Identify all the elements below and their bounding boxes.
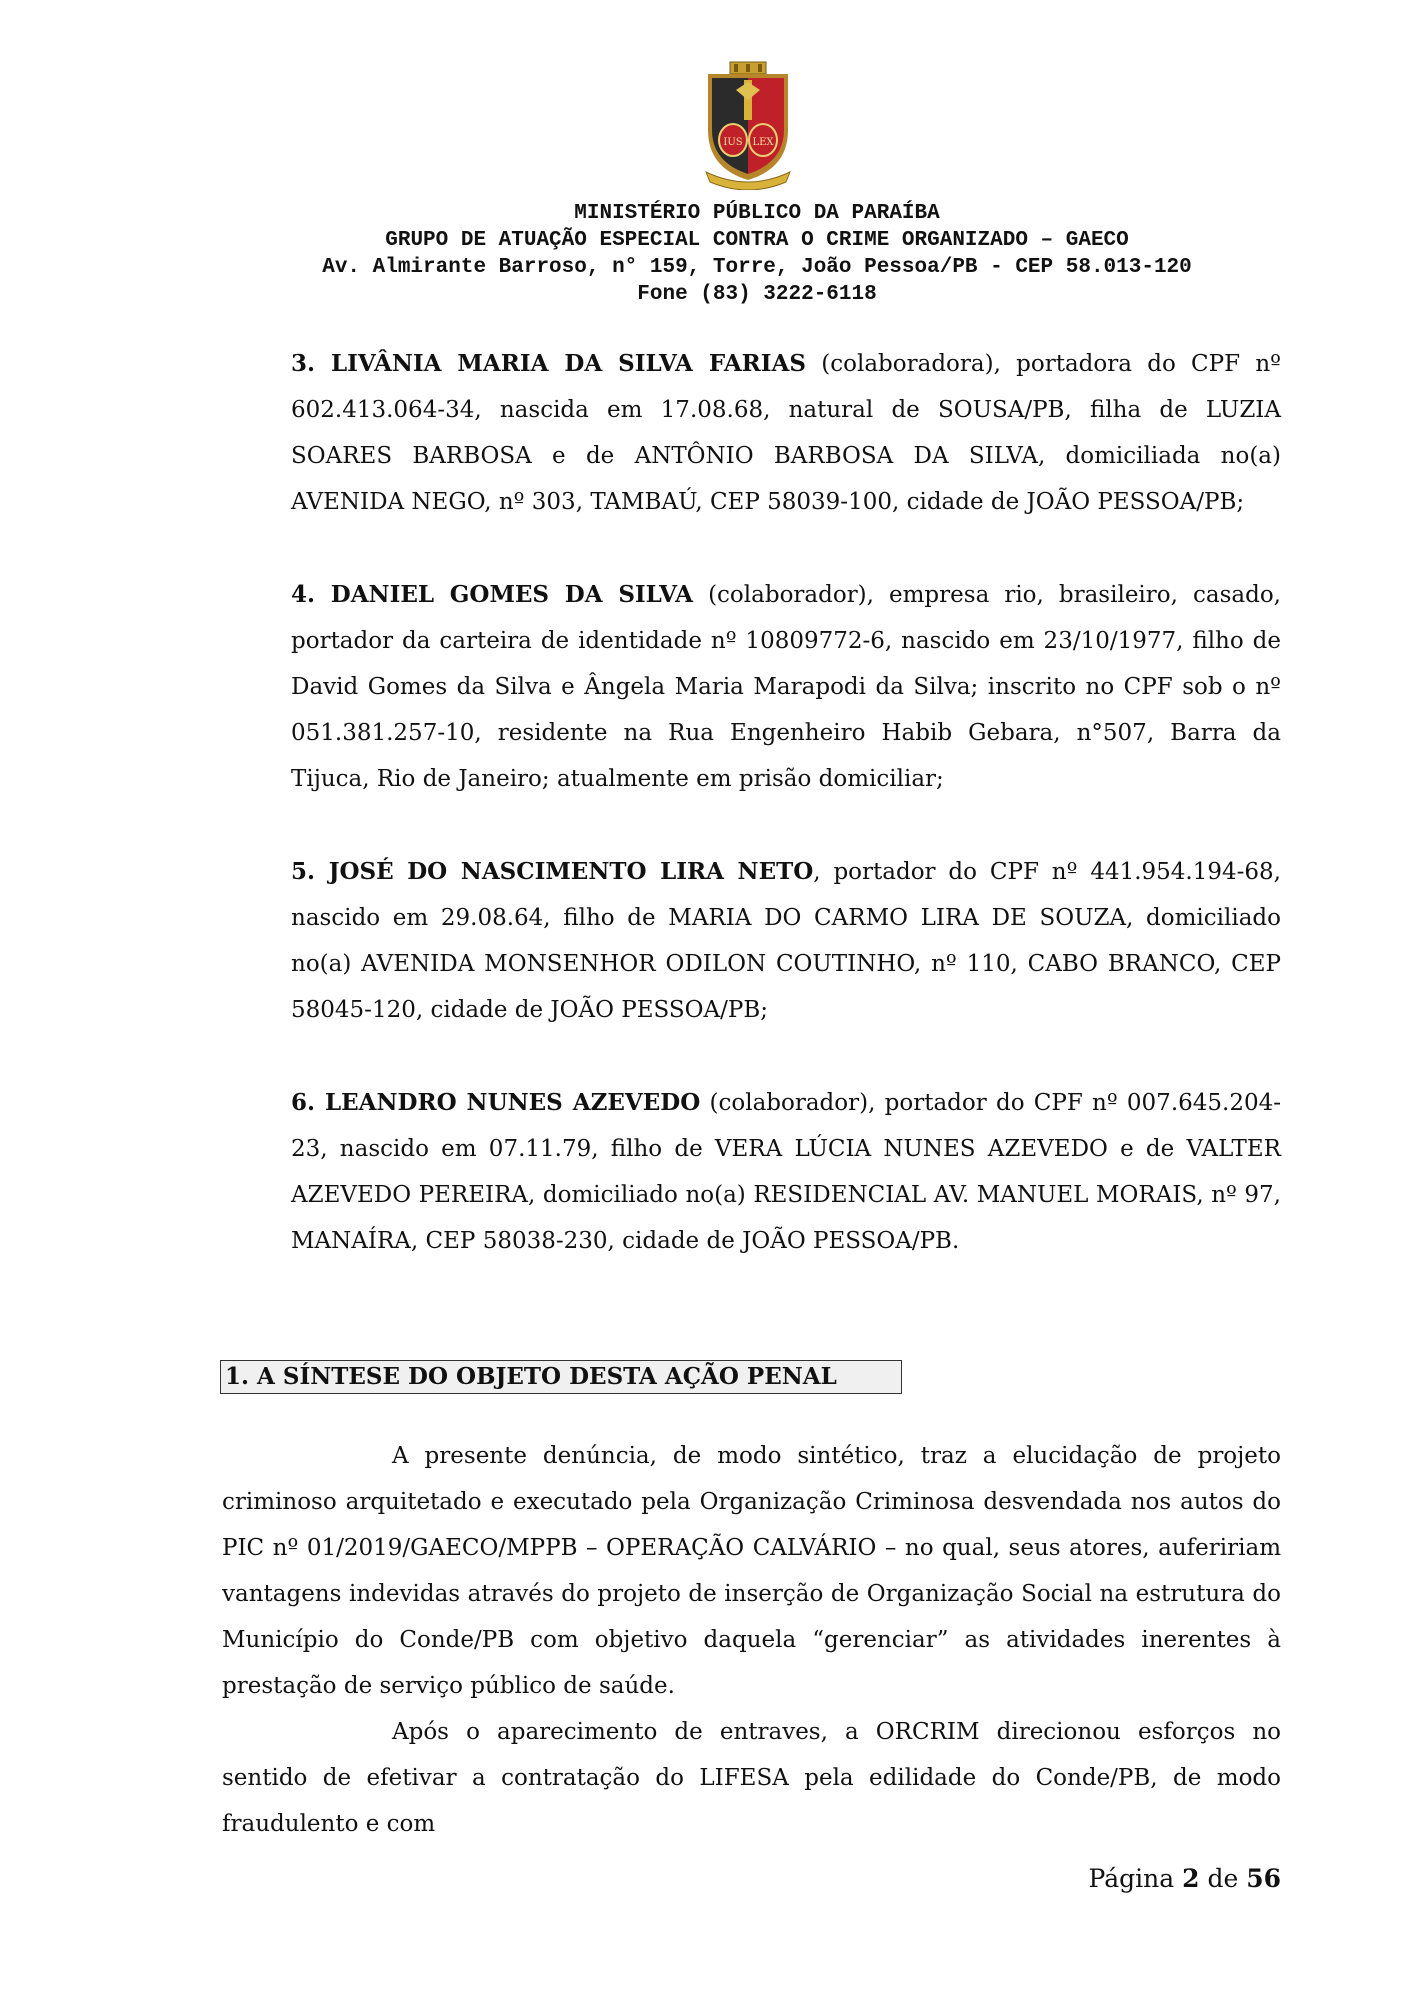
header-institution: MINISTÉRIO PÚBLICO DA PARAÍBA: [574, 202, 940, 225]
page-number-prefix: Página: [1088, 1864, 1183, 1893]
header-address: Av. Almirante Barroso, n° 159, Torre, João Pessoa/PB - CEP 58.013-120: [322, 256, 1192, 279]
person-details: , portador do CPF nº 441.954.194-68, nascido em 29.08.64, filho de MARIA DO CARMO LIRA DE SOUZA, domiciliado no(a) AVENIDA MONSENHOR ODILON COUTINHO, nº 110, CABO BRANCO, CEP 58045-120, cidade de JOÃO PESSOA/PB;: [291, 859, 1281, 1023]
person-name: 3. LIVÂNIA MARIA DA SILVA FARIAS: [291, 350, 806, 377]
body-paragraph: A presente denúncia, de modo sintético, traz a elucidação de projeto criminoso arquitetado e executado pela Organização Criminosa desvendada nos autos do PIC nº 01/2019/GAECO/MPPB – OPERAÇÃO CALVÁRIO – no qual, seus atores, aufeririam vantagens indevidas através do projeto de inserção de Organização Social na estrutura do Município do Conde/PB com objetivo daquela “gerenciar” as atividades inerentes à prestação de serviço público de saúde.: [222, 1443, 1281, 1699]
person-details: (colaborador), portador do CPF nº 007.645.204-23, nascido em 07.11.79, filho de VERA LÚCIA NUNES AZEVEDO e de VALTER AZEVEDO PEREIRA, domiciliado no(a) RESIDENCIAL AV. MANUEL MORAIS, nº 97, MANAÍRA, CEP 58038-230, cidade de JOÃO PESSOA/PB.: [291, 1090, 1282, 1254]
person-details: (colaboradora), portadora do CPF nº 602.413.064-34, nascida em 17.08.68, natural de SOUSA/PB, filha de LUZIA SOARES BARBOSA e de ANTÔNIO BARBOSA DA SILVA, domiciliada no(a) AVENIDA NEGO, nº 303, TAMBAÚ, CEP 58039-100, cidade de JOÃO PESSOA/PB;: [291, 351, 1281, 515]
person-entry: [291, 341, 1281, 525]
person-details: (colaborador), empresa rio, brasileiro, casado, portador da carteira de identidade nº 10809772-6, nascido em 23/10/1977, filho de David Gomes da Silva e Ângela Maria Marapodi da Silva; inscrito no CPF sob o nº 051.381.257-10, residente na Rua Engenheiro Habib Gebara, n°507, Barra da Tijuca, Rio de Janeiro; atualmente em prisão domiciliar;: [291, 582, 1281, 792]
page-number-middle: de: [1199, 1864, 1247, 1893]
page-number: [1089, 1864, 1281, 1893]
body-paragraph: Após o aparecimento de entraves, a ORCRIM direcionou esforços no sentido de efetivar a contratação do LIFESA pela edilidade do Conde/PB, de modo fraudulento e com: [222, 1719, 1281, 1837]
person-entry: [291, 849, 1281, 1033]
header-phone: Fone (83) 3222-6118: [637, 283, 877, 306]
person-name: 5. JOSÉ DO NASCIMENTO LIRA NETO: [291, 858, 814, 885]
person-entry: [291, 1080, 1281, 1264]
emblem-motto-right: LEX: [752, 137, 774, 148]
emblem-motto-left: IUS: [723, 137, 743, 148]
page-number-total: 56: [1246, 1864, 1281, 1893]
header-group: GRUPO DE ATUAÇÃO ESPECIAL CONTRA O CRIME ORGANIZADO – GAECO: [385, 229, 1129, 252]
document-header: [200, 200, 1314, 308]
person-name: 4. DANIEL GOMES DA SILVA: [291, 581, 694, 608]
section-title: 1. A SÍNTESE DO OBJETO DESTA AÇÃO PENAL: [225, 1363, 837, 1390]
ministerio-publico-emblem-icon: [700, 60, 796, 190]
person-name: 6. LEANDRO NUNES AZEVEDO: [291, 1089, 701, 1116]
section-heading: [220, 1360, 902, 1394]
person-entry: [291, 572, 1281, 802]
page-number-current: 2: [1182, 1864, 1200, 1893]
